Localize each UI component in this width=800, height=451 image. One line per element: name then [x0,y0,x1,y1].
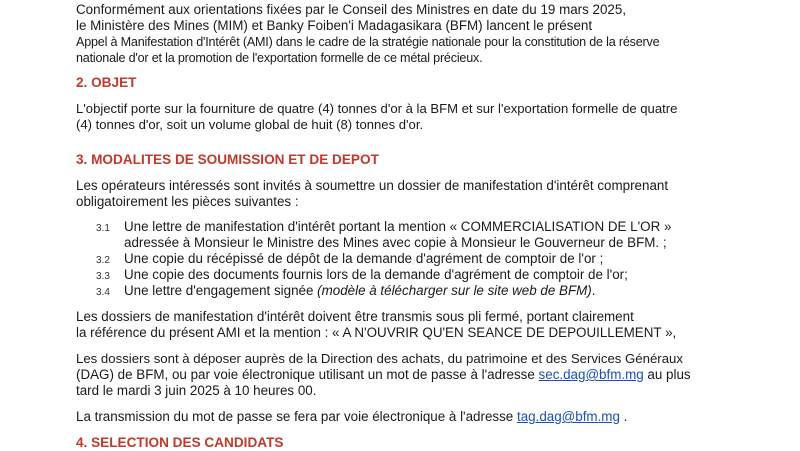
list-item-italic-note: (modèle à télécharger sur le site web de BFM) [317,283,592,298]
tag-dag-email-link[interactable]: tag.dag@bfm.mg [516,409,620,424]
password-para [76,409,726,425]
list-item-text: Une lettre d'engagement signée [124,283,318,298]
list-item-text: Une lettre de manifestation d'intérêt portant la mention « COMMERCIALISATION DE L'OR » [124,219,672,234]
intro-line-4: nationale d'or et la promotion de l'exportation formelle de ce métal précieux. [76,51,483,65]
deposit-para-line-2 [76,367,746,383]
intro-line-2: le Ministère des Mines (MIM) et Banky Foiben'i Madagasikara (BFM) lancent le présent [76,18,593,33]
depot-para-line-1: Les dossiers de manifestation d'intérêt doivent être transmis sous pli fermé, portant clairement [76,309,634,324]
list-item-number: 3.3 [96,271,110,282]
deposit-para-text: (DAG) de BFM, ou par voie électronique utilisant un mot de passe à l'adresse [76,367,535,382]
objet-line-1: L'objectif porte sur la fourniture de quatre (4) tonnes d'or à la BFM et sur l'exportation formelle de quatre [76,101,678,116]
modalites-intro-line-2: obligatoirement les pièces suivantes : [76,194,299,209]
intro-line-3: Appel à Manifestation d'Intérêt (AMI) dans le cadre de la stratégie nationale pour la constitution de la réserve [76,35,660,49]
list-item-end: . [591,283,596,298]
deposit-para-after: au plus [643,367,691,382]
list-item-number: 3.4 [96,287,110,298]
sec-dag-email-link[interactable]: sec.dag@bfm.mg [538,367,644,382]
section-heading-modalites: 3. MODALITES DE SOUMISSION ET DE DEPOT [76,152,379,167]
list-item-number: 3.1 [96,223,110,234]
section-heading-objet: 2. OBJET [76,75,137,90]
objet-line-2: (4) tonnes d'or, soit un volume global de huit (8) tonnes d'or. [76,117,424,132]
list-item-number: 3.2 [96,255,110,266]
section-heading-selection: 4. SELECTION DES CANDIDATS [76,435,284,450]
intro-line-1: Conformément aux orientations fixées par le Conseil des Ministres en date du 19 mars 2025, [76,2,627,17]
list-item-text: Une copie des documents fournis lors de la demande d'agrément de comptoir de l'or; [124,267,628,282]
list-item-continuation: adressée à Monsieur le Ministre des Mines avec copie à Monsieur le Gouverneur de BFM. ; [124,235,667,250]
deposit-para-line-1: Les dossiers sont à déposer auprès de la Direction des achats, du patrimoine et des Services Généraux [76,351,683,366]
list-item-text: Une copie du récépissé de dépôt de la demande d'agrément de comptoir de l'or ; [124,251,604,266]
deposit-para-line-3: tard le mardi 3 juin 2025 à 10 heures 00. [76,383,317,398]
modalites-intro-line-1: Les opérateurs intéressés sont invités à soumettre un dossier de manifestation d'intérêt comprenant [76,178,669,193]
list-item [96,283,736,301]
password-para-end: . [623,409,628,424]
depot-para-line-2: la référence du présent AMI et la mention : « A N'OUVRIR QU'EN SEANCE DE DEPOUILLEMENT », [76,325,677,340]
password-para-text: La transmission du mot de passe se fera par voie électronique à l'adresse [76,409,514,424]
